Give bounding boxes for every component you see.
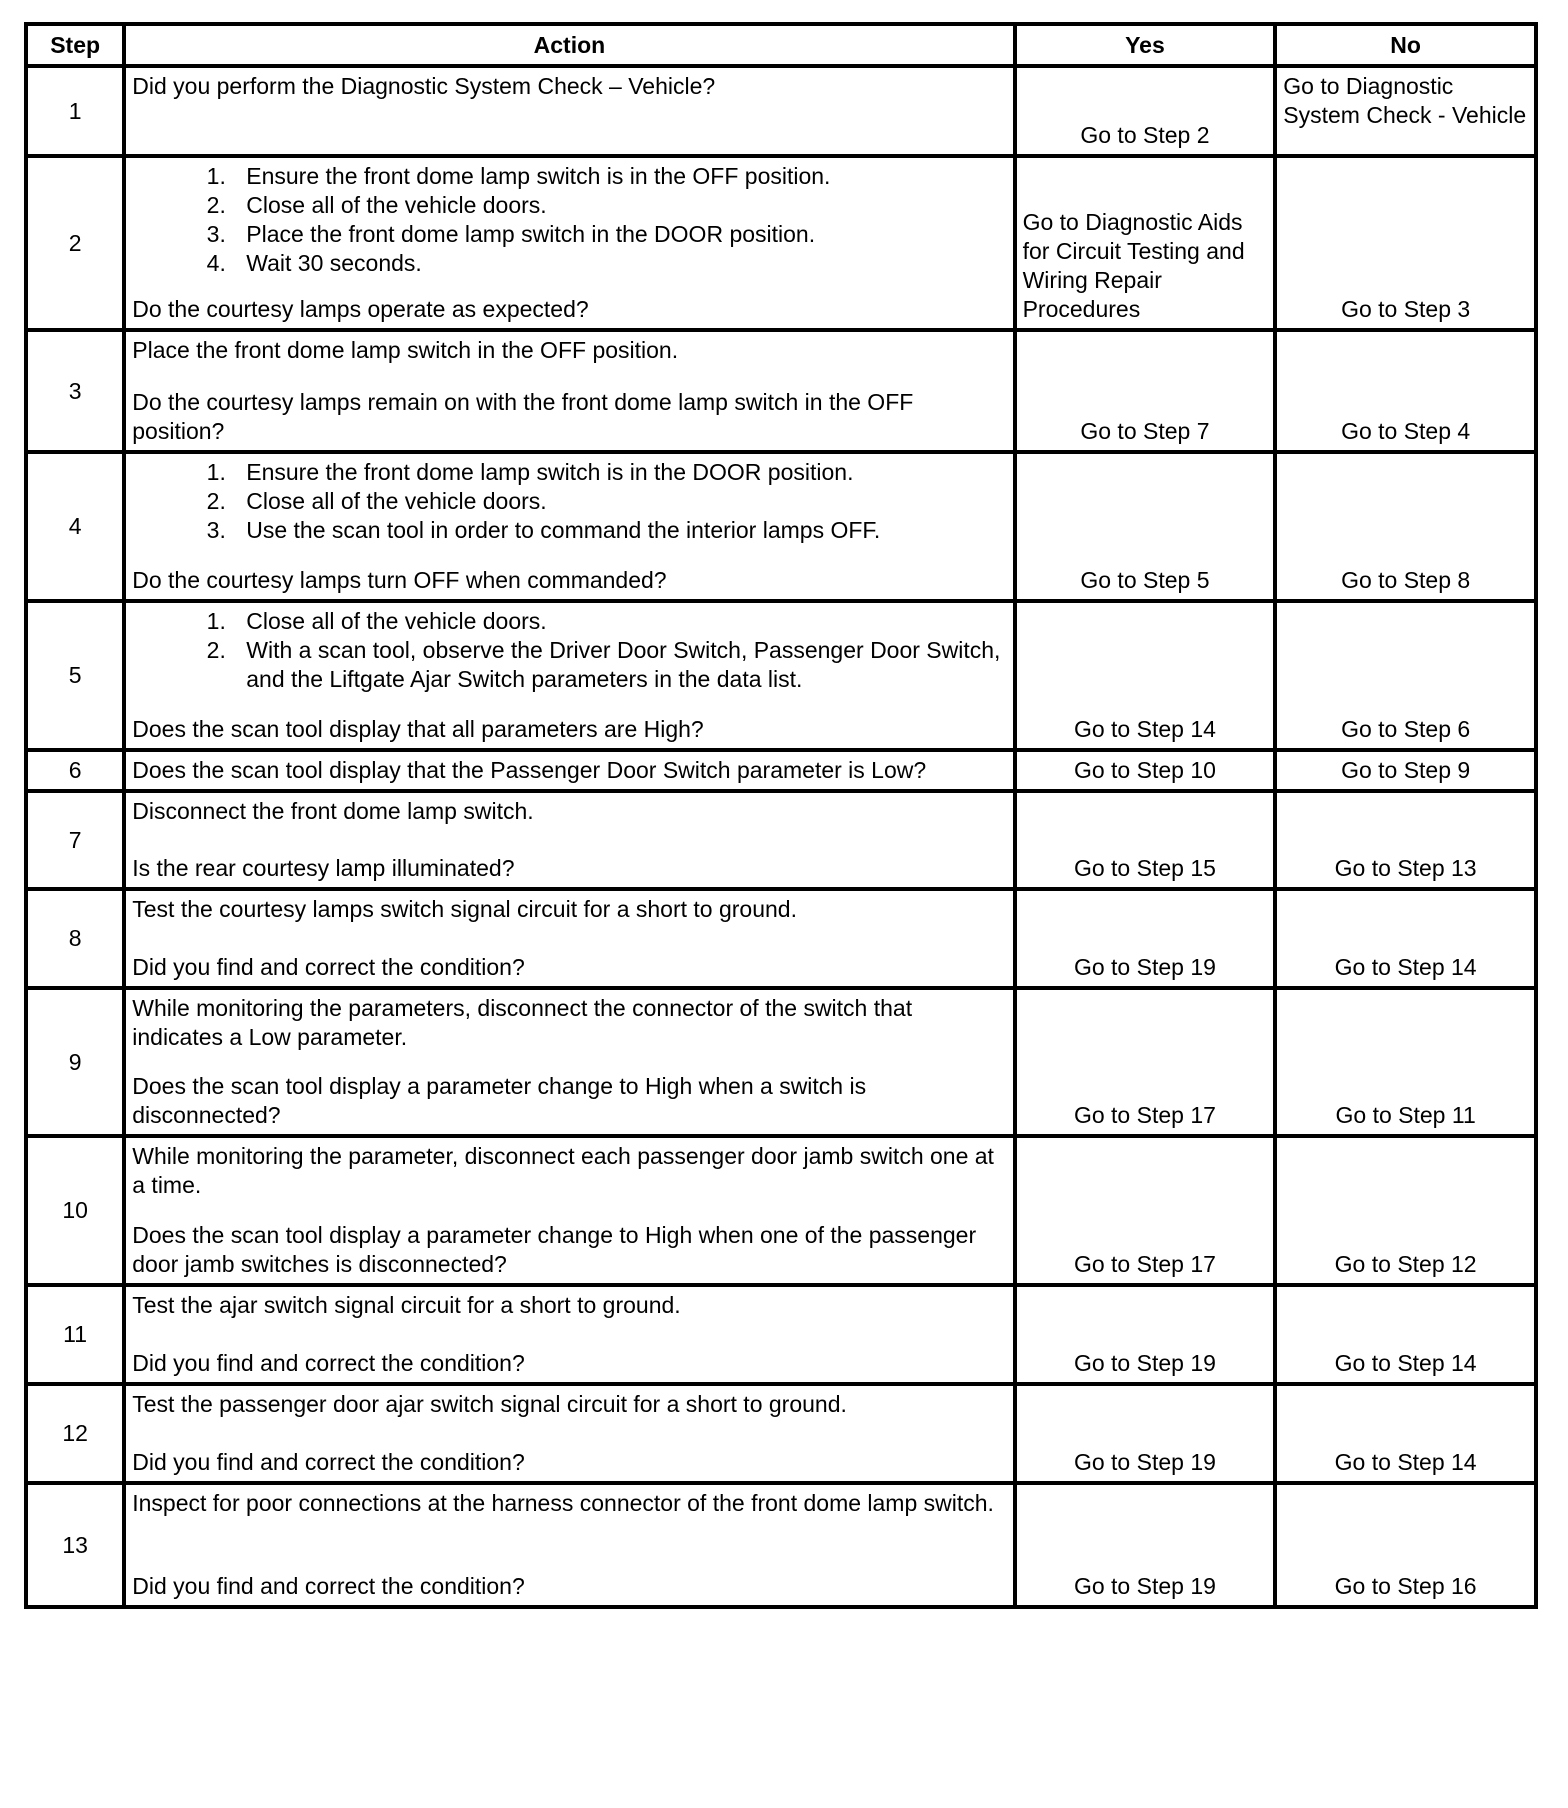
no-result-text: Go to Step 12 (1334, 1251, 1477, 1277)
yes-result (1015, 66, 1276, 156)
action-cell (124, 988, 1014, 1136)
yes-result (1015, 791, 1276, 889)
yes-result (1015, 330, 1276, 452)
no-result-text: Go to Step 16 (1334, 1573, 1477, 1599)
table-row (26, 156, 1536, 330)
no-result-text: Go to Step 6 (1341, 716, 1471, 742)
no-result (1275, 1136, 1536, 1285)
list-item: 2. Close all of the vehicle doors. (232, 487, 1006, 516)
header-row (26, 24, 1536, 66)
action-question: Do the courtesy lamps turn OFF when commanded? (132, 567, 667, 593)
action-instruction: Test the courtesy lamps switch signal circuit for a short to ground. (132, 896, 797, 922)
yes-result-text: Go to Step 19 (1073, 1350, 1216, 1376)
table-row (26, 601, 1536, 750)
header-action: Action (124, 24, 1014, 66)
action-question: Does the scan tool display a parameter change to High when a switch is disconnected? (132, 1073, 867, 1128)
action-question: Did you find and correct the condition? (132, 954, 525, 980)
table-row (26, 791, 1536, 889)
yes-result-text: Go to Step 7 (1080, 418, 1210, 444)
yes-result-text: Go to Step 14 (1073, 716, 1216, 742)
step-number: 10 (26, 1136, 124, 1285)
table-row (26, 452, 1536, 601)
list-item: 4. Wait 30 seconds. (232, 249, 1006, 278)
action-instruction: Test the passenger door ajar switch signal circuit for a short to ground. (132, 1391, 847, 1417)
step-number: 6 (26, 750, 124, 791)
action-steps-list (132, 607, 1006, 694)
list-item: 1. Ensure the front dome lamp switch is in the DOOR position. (232, 458, 1006, 487)
action-cell (124, 1384, 1014, 1483)
table-row (26, 988, 1536, 1136)
no-result (1275, 1384, 1536, 1483)
step-number: 12 (26, 1384, 124, 1483)
step-number: 9 (26, 988, 124, 1136)
list-item: 3. Use the scan tool in order to command the interior lamps OFF. (232, 516, 1006, 545)
no-result-text: Go to Step 9 (1341, 757, 1471, 783)
yes-result-text: Go to Step 19 (1073, 1449, 1216, 1475)
yes-result-text: Go to Step 15 (1073, 855, 1216, 881)
action-question: Is the rear courtesy lamp illuminated? (132, 855, 515, 881)
yes-result-text: Go to Diagnostic Aids for Circuit Testing and Wiring Repair Procedures (1022, 209, 1245, 322)
no-result (1275, 66, 1536, 156)
action-cell (124, 750, 1014, 791)
no-result (1275, 330, 1536, 452)
step-number: 3 (26, 330, 124, 452)
action-cell (124, 601, 1014, 750)
action-question: Do the courtesy lamps operate as expected? (132, 296, 589, 322)
no-result-text: Go to Step 14 (1334, 1449, 1477, 1475)
action-instruction: Test the ajar switch signal circuit for a short to ground. (132, 1292, 681, 1318)
action-question: Does the scan tool display a parameter change to High when one of the passenger door jamb switches is disconnected? (132, 1222, 977, 1277)
no-result (1275, 791, 1536, 889)
no-result-text: Go to Step 8 (1341, 567, 1471, 593)
action-instruction: While monitoring the parameters, disconnect the connector of the switch that indicates a Low parameter. (132, 995, 913, 1050)
action-question: Did you find and correct the condition? (132, 1449, 525, 1475)
action-cell (124, 330, 1014, 452)
yes-result (1015, 156, 1276, 330)
action-cell (124, 66, 1014, 156)
diagnostic-table (24, 22, 1538, 1609)
table-row (26, 750, 1536, 791)
action-question: Does the scan tool display that all parameters are High? (132, 716, 704, 742)
action-cell (124, 889, 1014, 988)
no-result-text: Go to Step 14 (1334, 954, 1477, 980)
step-number: 2 (26, 156, 124, 330)
action-instruction: Inspect for poor connections at the harness connector of the front dome lamp switch. (132, 1490, 994, 1516)
list-item: 1. Ensure the front dome lamp switch is in the OFF position. (232, 162, 1006, 191)
table-row (26, 1136, 1536, 1285)
action-steps-list (132, 162, 1006, 278)
no-result (1275, 1483, 1536, 1607)
yes-result (1015, 889, 1276, 988)
yes-result-text: Go to Step 5 (1080, 567, 1210, 593)
list-item: 1. Close all of the vehicle doors. (232, 607, 1006, 636)
no-result (1275, 1285, 1536, 1384)
table-row (26, 66, 1536, 156)
yes-result-text: Go to Step 17 (1073, 1251, 1216, 1277)
action-cell (124, 1136, 1014, 1285)
step-number: 4 (26, 452, 124, 601)
action-cell (124, 452, 1014, 601)
list-item: 2. Close all of the vehicle doors. (232, 191, 1006, 220)
action-cell (124, 791, 1014, 889)
no-result (1275, 452, 1536, 601)
action-instruction: While monitoring the parameter, disconnect each passenger door jamb switch one at a time. (132, 1143, 994, 1198)
header-step: Step (26, 24, 124, 66)
yes-result (1015, 1483, 1276, 1607)
step-number: 11 (26, 1285, 124, 1384)
table-row (26, 330, 1536, 452)
yes-result (1015, 1384, 1276, 1483)
header-no: No (1275, 24, 1536, 66)
step-number: 8 (26, 889, 124, 988)
step-number: 7 (26, 791, 124, 889)
header-yes: Yes (1015, 24, 1276, 66)
yes-result-text: Go to Step 17 (1073, 1102, 1216, 1128)
yes-result-text: Go to Step 19 (1073, 954, 1216, 980)
yes-result (1015, 1285, 1276, 1384)
action-question: Do the courtesy lamps remain on with the front dome lamp switch in the OFF position? (132, 389, 914, 444)
yes-result (1015, 750, 1276, 791)
action-cell (124, 156, 1014, 330)
table-row (26, 1285, 1536, 1384)
no-result (1275, 750, 1536, 791)
action-cell (124, 1285, 1014, 1384)
no-result-text: Go to Step 11 (1335, 1102, 1476, 1128)
action-instruction: Does the scan tool display that the Passenger Door Switch parameter is Low? (132, 757, 927, 783)
action-instruction: Place the front dome lamp switch in the OFF position. (132, 337, 679, 363)
yes-result (1015, 601, 1276, 750)
action-instruction: Did you perform the Diagnostic System Check – Vehicle? (132, 73, 716, 99)
action-steps-list (132, 458, 1006, 545)
table-row (26, 1483, 1536, 1607)
no-result-text: Go to Diagnostic System Check - Vehicle (1283, 73, 1527, 128)
yes-result-text: Go to Step 19 (1073, 1573, 1216, 1599)
yes-result-text: Go to Step 2 (1080, 122, 1210, 148)
no-result-text: Go to Step 3 (1341, 296, 1471, 322)
no-result (1275, 889, 1536, 988)
yes-result (1015, 988, 1276, 1136)
no-result (1275, 988, 1536, 1136)
list-item: 3. Place the front dome lamp switch in the DOOR position. (232, 220, 1006, 249)
no-result (1275, 156, 1536, 330)
step-number: 13 (26, 1483, 124, 1607)
action-question: Did you find and correct the condition? (132, 1573, 525, 1599)
no-result (1275, 601, 1536, 750)
step-number: 5 (26, 601, 124, 750)
list-item: 2. With a scan tool, observe the Driver Door Switch, Passenger Door Switch, and the Liftgate Ajar Switch parameters in the data list. (232, 636, 1006, 694)
no-result-text: Go to Step 14 (1334, 1350, 1477, 1376)
action-question: Did you find and correct the condition? (132, 1350, 525, 1376)
table-row (26, 889, 1536, 988)
action-cell (124, 1483, 1014, 1607)
step-number: 1 (26, 66, 124, 156)
table-row (26, 1384, 1536, 1483)
no-result-text: Go to Step 13 (1334, 855, 1477, 881)
action-instruction: Disconnect the front dome lamp switch. (132, 798, 534, 824)
no-result-text: Go to Step 4 (1341, 418, 1471, 444)
yes-result-text: Go to Step 10 (1073, 757, 1216, 783)
yes-result (1015, 1136, 1276, 1285)
yes-result (1015, 452, 1276, 601)
